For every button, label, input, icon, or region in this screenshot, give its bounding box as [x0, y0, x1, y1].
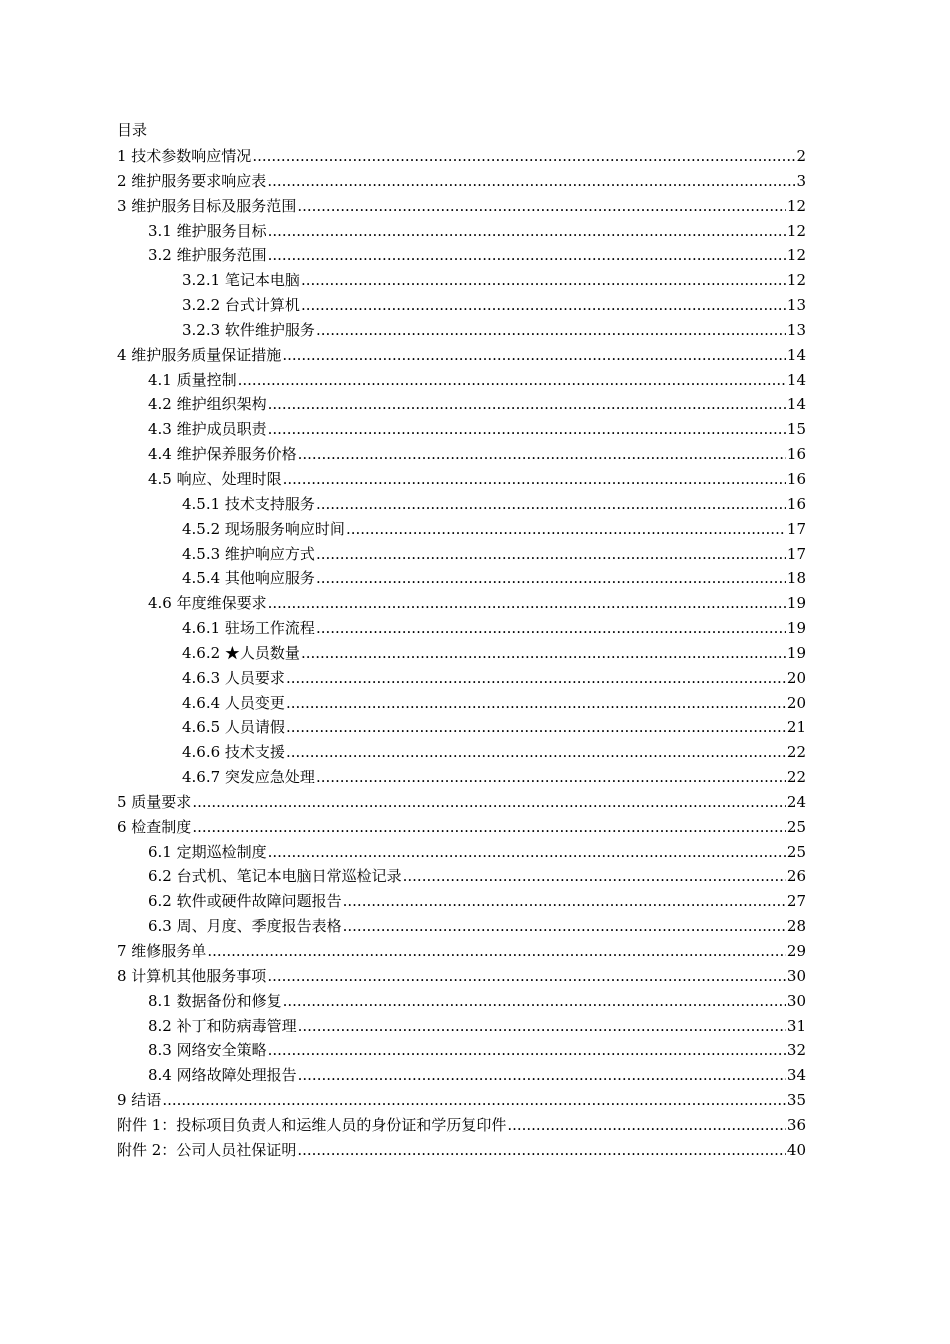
toc-entry-page-number: 16: [786, 469, 806, 488]
toc-entry-page-number: 29: [786, 942, 806, 960]
toc-entry[interactable]: [117, 293, 806, 318]
toc-entry[interactable]: [117, 591, 806, 616]
toc-entry[interactable]: [117, 1014, 806, 1039]
toc-entry[interactable]: [117, 740, 806, 765]
toc-entry-page-number: 18: [786, 569, 806, 588]
dot-leader: [252, 144, 795, 169]
toc-entry[interactable]: [117, 566, 806, 591]
toc-entry-page-number: 31: [786, 1016, 806, 1035]
toc-entry[interactable]: [117, 542, 806, 567]
toc-entry-page-number: 13: [786, 320, 806, 339]
toc-entry[interactable]: [117, 1088, 806, 1113]
dot-leader: [316, 492, 786, 517]
toc-entry-page-number: 21: [786, 718, 806, 737]
toc-entry-label: 3.2.1 笔记本电脑: [182, 271, 300, 290]
dot-leader: [343, 889, 786, 914]
toc-entry[interactable]: [117, 343, 806, 368]
toc-entry-label: 4.6.4 人员变更: [182, 693, 285, 712]
dot-leader: [298, 1014, 786, 1039]
dot-leader: [343, 914, 786, 939]
toc-entry[interactable]: [117, 1138, 806, 1163]
toc-entry[interactable]: [117, 169, 806, 194]
toc-entry-page-number: 15: [786, 420, 806, 439]
toc-entry[interactable]: [117, 864, 806, 889]
dot-leader: [298, 1063, 786, 1088]
toc-entry-page-number: 14: [786, 345, 806, 364]
toc-entry-page-number: 20: [786, 668, 806, 687]
toc-entry-page-number: 26: [786, 867, 806, 886]
toc-entry-label: 6.1 定期巡检制度: [148, 842, 267, 861]
dot-leader: [267, 169, 795, 194]
toc-entry-label: 4.2 维护组织架构: [148, 395, 267, 414]
toc-entry[interactable]: [117, 691, 806, 716]
toc-entry-page-number: 19: [786, 643, 806, 662]
dot-leader: [297, 1138, 786, 1163]
toc-entry[interactable]: [117, 1038, 806, 1063]
toc-entry-label: 4.3 维护成员职责: [148, 420, 267, 439]
toc-entry-label: 4.6.1 驻场工作流程: [182, 619, 315, 638]
toc-entry-label: 4.5.3 维护响应方式: [182, 544, 315, 563]
toc-entry-label: 6.3 周、月度、季度报告表格: [148, 917, 342, 936]
dot-leader: [268, 840, 786, 865]
toc-entry[interactable]: [117, 765, 806, 790]
toc-entry-page-number: 19: [786, 619, 806, 638]
toc-entry-label: 附件 2：公司人员社保证明: [117, 1140, 297, 1159]
dot-leader: [298, 442, 786, 467]
toc-entry[interactable]: [117, 1113, 806, 1138]
toc-entry-label: 4.1 质量控制: [148, 370, 237, 389]
dot-leader: [162, 1088, 786, 1113]
toc-entry[interactable]: [117, 268, 806, 293]
toc-entry-label: 4.6.2 ★人员数量: [182, 643, 300, 662]
dot-leader: [286, 715, 786, 740]
toc-entry-label: 8 计算机其他服务事项: [117, 966, 267, 985]
dot-leader: [286, 740, 786, 765]
toc-entry-label: 4.6.7 突发应急处理: [182, 768, 315, 787]
dot-leader: [286, 666, 786, 691]
dot-leader: [301, 293, 786, 318]
toc-entry-label: 3.2.2 台式计算机: [182, 296, 300, 315]
toc-entry[interactable]: [117, 715, 806, 740]
toc-entry-label: 8.4 网络故障处理报告: [148, 1066, 297, 1085]
dot-leader: [286, 691, 786, 716]
toc-entry-label: 3.1 维护服务目标: [148, 221, 267, 240]
toc-entry-label: 3 维护服务目标及服务范围: [117, 196, 297, 215]
toc-entry-label: 附件 1：投标项目负责人和运维人员的身份证和学历复印件: [117, 1115, 507, 1134]
toc-entry-label: 8.3 网络安全策略: [148, 1041, 267, 1060]
toc-entry-label: 4.5.1 技术支持服务: [182, 494, 315, 513]
toc-entry-label: 4.5 响应、处理时限: [148, 469, 282, 488]
toc-entry-label: 6.2 台式机、笔记本电脑日常巡检记录: [148, 867, 402, 886]
toc-entry[interactable]: [117, 243, 806, 268]
toc-entry-label: 4.6.6 技术支援: [182, 743, 285, 762]
toc-entry[interactable]: [117, 815, 806, 840]
dot-leader: [192, 790, 786, 815]
toc-entry-label: 1 技术参数响应情况: [117, 147, 252, 165]
dot-leader: [268, 591, 786, 616]
toc-entry-label: 4.5.4 其他响应服务: [182, 569, 315, 588]
dot-leader: [283, 989, 786, 1014]
dot-leader: [268, 243, 786, 268]
toc-entry-label: 3.2 维护服务范围: [148, 246, 267, 265]
toc-entry-page-number: 27: [786, 892, 806, 911]
dot-leader: [268, 417, 786, 442]
toc-entry-label: 8.1 数据备份和修复: [148, 991, 282, 1010]
toc-entry-page-number: 32: [786, 1041, 806, 1060]
toc-entry[interactable]: [117, 219, 806, 244]
dot-leader: [403, 864, 786, 889]
toc-entry-page-number: 34: [786, 1066, 806, 1085]
toc-entry[interactable]: [117, 964, 806, 989]
dot-leader: [316, 542, 786, 567]
toc-entry-page-number: 30: [786, 966, 806, 985]
toc-entry-page-number: 22: [786, 768, 806, 787]
toc-entry-page-number: 20: [786, 693, 806, 712]
toc-entry-page-number: 22: [786, 743, 806, 762]
toc-entry-label: 2 维护服务要求响应表: [117, 171, 267, 190]
dot-leader: [297, 194, 786, 219]
dot-leader: [268, 219, 786, 244]
dot-leader: [268, 392, 786, 417]
toc-entry-page-number: 2: [796, 147, 806, 165]
toc-entry-page-number: 30: [786, 991, 806, 1010]
toc-entry[interactable]: [117, 417, 806, 442]
table-of-contents: [117, 144, 806, 1163]
toc-entry[interactable]: [117, 641, 806, 666]
toc-entry[interactable]: [117, 467, 806, 492]
toc-entry-page-number: 16: [786, 445, 806, 464]
toc-entry-label: 4.5.2 现场服务响应时间: [182, 519, 345, 538]
dot-leader: [507, 1113, 786, 1138]
dot-leader: [283, 467, 786, 492]
toc-entry-page-number: 36: [786, 1115, 806, 1134]
toc-entry-label: 4.4 维护保养服务价格: [148, 445, 297, 464]
toc-entry-page-number: 28: [786, 917, 806, 936]
toc-entry-page-number: 25: [786, 842, 806, 861]
toc-entry-page-number: 14: [786, 370, 806, 389]
toc-entry-page-number: 3: [796, 171, 806, 190]
dot-leader: [268, 1038, 786, 1063]
dot-leader: [316, 616, 786, 641]
toc-entry-label: 7 维修服务单: [117, 942, 207, 960]
toc-entry-label: 4.6 年度维保要求: [148, 594, 267, 613]
toc-entry[interactable]: [117, 939, 806, 964]
toc-entry-page-number: 17: [786, 544, 806, 563]
toc-entry[interactable]: [117, 914, 806, 939]
toc-entry-page-number: 19: [786, 594, 806, 613]
toc-entry[interactable]: [117, 492, 806, 517]
toc-entry-label: 3.2.3 软件维护服务: [182, 320, 315, 339]
toc-entry-label: 6 检查制度: [117, 817, 192, 836]
dot-leader: [316, 318, 786, 343]
toc-entry[interactable]: [117, 194, 806, 219]
dot-leader: [282, 343, 786, 368]
toc-entry[interactable]: [117, 840, 806, 865]
dot-leader: [301, 268, 786, 293]
toc-entry-page-number: 13: [786, 296, 806, 315]
dot-leader: [267, 964, 786, 989]
dot-leader: [192, 815, 786, 840]
toc-entry[interactable]: [117, 368, 806, 393]
toc-entry-label: 4 维护服务质量保证措施: [117, 345, 282, 364]
toc-entry[interactable]: [117, 517, 806, 542]
dot-leader: [316, 765, 786, 790]
toc-title: 目录: [117, 121, 148, 139]
toc-entry[interactable]: [117, 889, 806, 914]
toc-entry-page-number: 40: [786, 1140, 806, 1159]
toc-entry-page-number: 25: [786, 817, 806, 836]
toc-entry[interactable]: [117, 442, 806, 467]
dot-leader: [316, 566, 786, 591]
toc-entry-page-number: 12: [786, 196, 806, 215]
toc-entry[interactable]: [117, 666, 806, 691]
toc-entry-label: 8.2 补丁和防病毒管理: [148, 1016, 297, 1035]
toc-entry[interactable]: [117, 989, 806, 1014]
dot-leader: [301, 641, 786, 666]
toc-entry-page-number: 12: [786, 271, 806, 290]
toc-entry-page-number: 12: [786, 246, 806, 265]
toc-entry[interactable]: [117, 790, 806, 815]
toc-entry-page-number: 17: [786, 519, 806, 538]
toc-entry[interactable]: [117, 144, 806, 169]
dot-leader: [207, 939, 786, 964]
toc-entry-page-number: 24: [786, 792, 806, 811]
toc-entry-label: 4.6.3 人员要求: [182, 668, 285, 687]
toc-entry-label: 5 质量要求: [117, 792, 192, 811]
toc-entry-label: 9 结语: [117, 1091, 162, 1110]
dot-leader: [238, 368, 786, 393]
toc-entry-page-number: 12: [786, 221, 806, 240]
toc-entry[interactable]: [117, 392, 806, 417]
toc-entry-page-number: 35: [786, 1091, 806, 1110]
toc-entry-label: 4.6.5 人员请假: [182, 718, 285, 737]
toc-entry[interactable]: [117, 616, 806, 641]
toc-entry[interactable]: [117, 1063, 806, 1088]
toc-entry-page-number: 14: [786, 395, 806, 414]
toc-entry-label: 6.2 软件或硬件故障问题报告: [148, 892, 342, 911]
toc-entry[interactable]: [117, 318, 806, 343]
toc-entry-page-number: 16: [786, 494, 806, 513]
dot-leader: [346, 517, 786, 542]
